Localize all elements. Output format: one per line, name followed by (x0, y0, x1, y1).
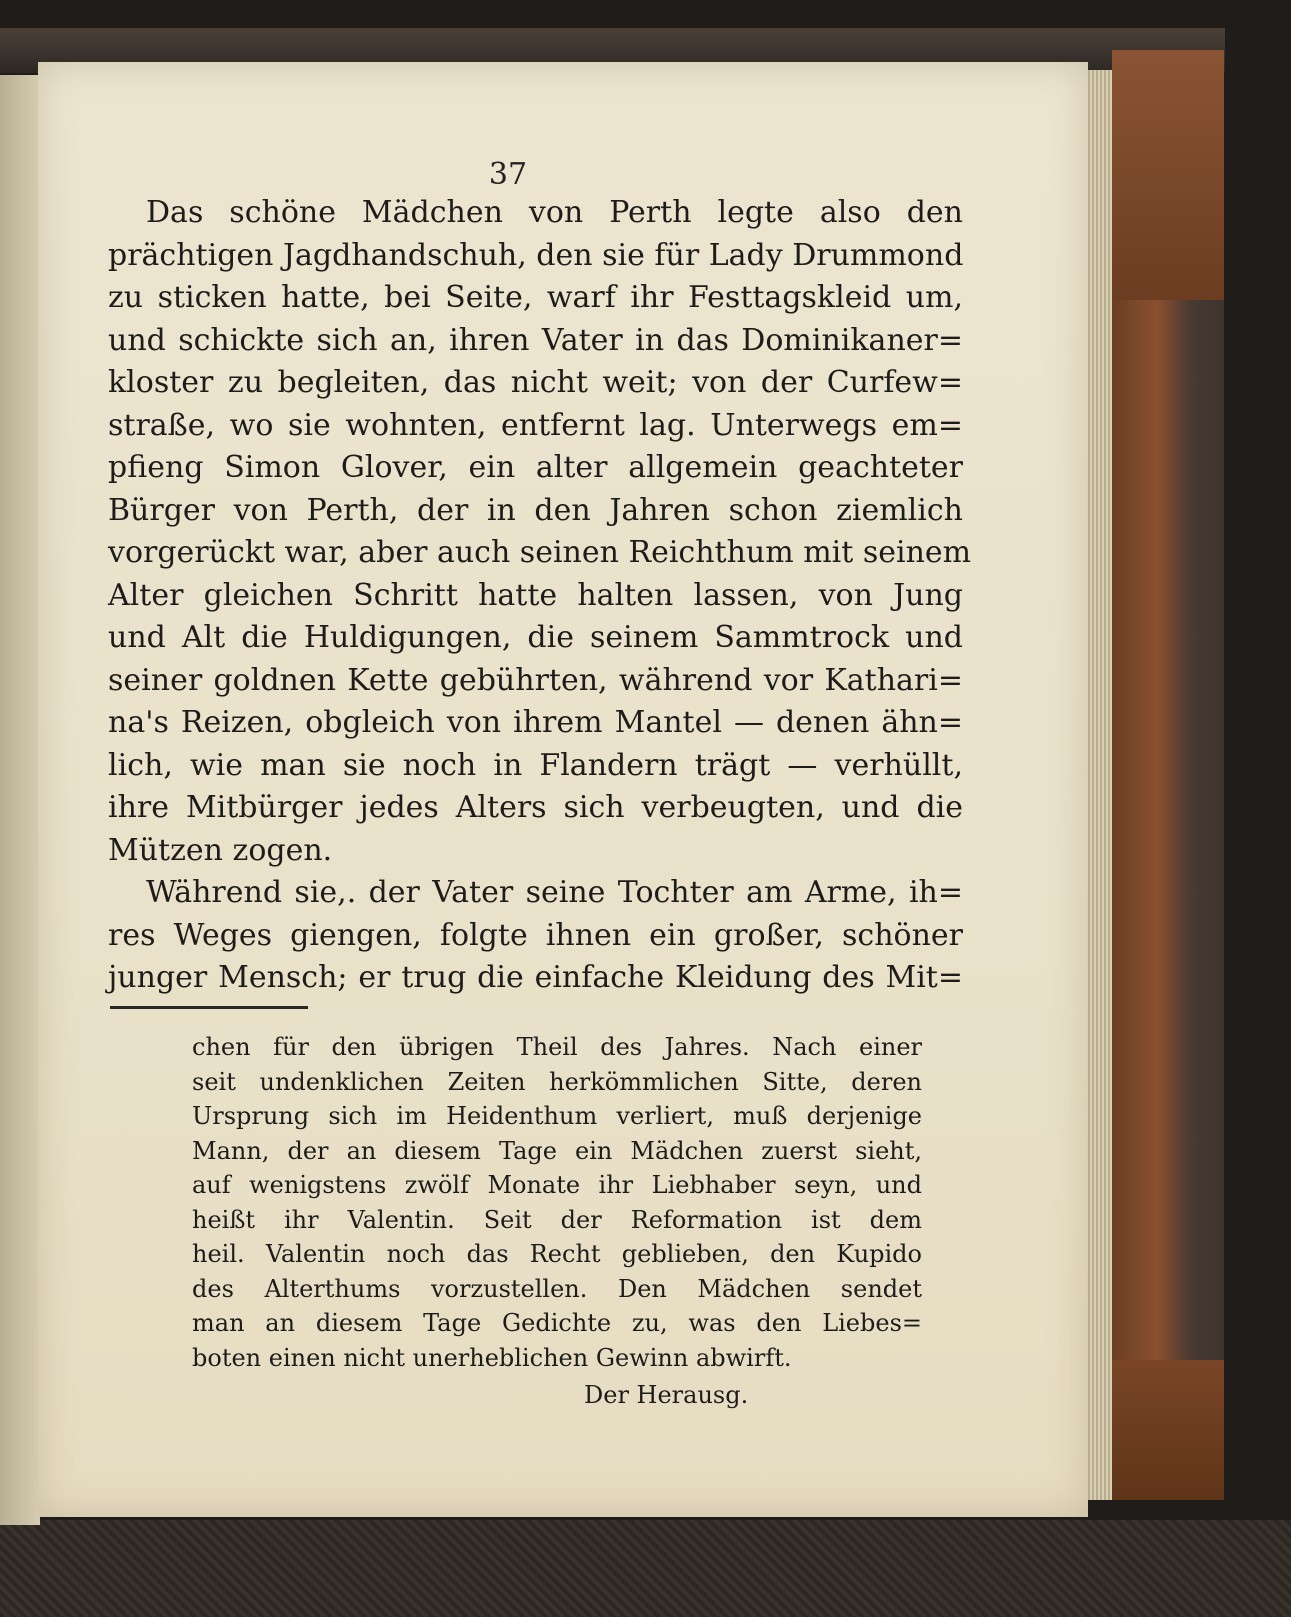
footnote (192, 1030, 922, 1413)
book-page (38, 62, 1088, 1517)
text-line: pfieng Simon Glover, ein alter allgemein geachteter (108, 450, 963, 485)
text-line: na's Reizen, obgleich von ihrem Mantel — denen ähn= (108, 705, 963, 740)
paragraph (108, 872, 963, 1000)
text-line: lich, wie man sie noch in Flandern trägt — verhüllt, (108, 747, 963, 783)
footnote-line: boten einen nicht unerheblichen Gewinn abwirft. (192, 1343, 792, 1372)
text-line: ihre Mitbürger jedes Alters sich verbeugten, und die (108, 790, 963, 825)
footnote-line: auf wenigstens zwölf Monate ihr Liebhaber seyn, und (192, 1171, 922, 1199)
footnote-line: man an diesem Tage Gedichte zu, was den Liebes= (192, 1309, 922, 1337)
footnote-line: Mann, der an diesem Tage ein Mädchen zuerst sieht, (192, 1136, 922, 1165)
text-line: und Alt die Huldigungen, die seinem Sammtrock und (108, 620, 963, 655)
footnote-signature: Der Herausg. (584, 1381, 749, 1409)
page-edges (1086, 70, 1112, 1500)
text-line: Mützen zogen. (108, 832, 333, 868)
text-line: und schickte sich an, ihren Vater in das Dominikaner= (108, 322, 963, 358)
footnote-line: heil. Valentin noch das Recht geblieben, den Kupido (192, 1240, 922, 1268)
facing-page-edge (0, 75, 40, 1525)
book-cover-bottom (0, 1520, 1291, 1617)
text-line: junger Mensch; er trug die einfache Kleidung des Mit= (108, 960, 963, 995)
text-line: vorgerückt war, aber auch seinen Reichthum mit seinem (108, 535, 972, 570)
footnote-line: chen für den übrigen Theil des Jahres. Nach einer (192, 1033, 922, 1061)
page-number: 37 (488, 157, 528, 192)
main-text (108, 192, 972, 1000)
text-line: Alter gleichen Schritt hatte halten lassen, von Jung (108, 577, 963, 613)
text-line: seiner goldnen Kette gebührten, während vor Kathari= (108, 662, 963, 698)
leather-corner-bottom (1112, 1360, 1224, 1500)
text-line: Bürger von Perth, der in den Jahren schon ziemlich (108, 492, 963, 528)
text-line: res Weges giengen, folgte ihnen ein großer, schöner (108, 917, 963, 953)
text-line: kloster zu begleiten, das nicht weit; von der Curfew= (108, 365, 963, 400)
footnote-line: Ursprung sich im Heidenthum verliert, muß derjenige (192, 1102, 922, 1130)
footnote-line: des Alterthums vorzustellen. Den Mädchen sendet (192, 1274, 922, 1303)
footnote-line: seit undenklichen Zeiten herkömmlichen Sitte, deren (192, 1067, 922, 1096)
text-line: zu sticken hatte, bei Seite, warf ihr Festtagskleid um, (108, 280, 963, 315)
footnote-line: heißt ihr Valentin. Seit der Reformation ist dem (192, 1205, 922, 1234)
text-line: Während sie,. der Vater seine Tochter am Arme, ih= (146, 875, 963, 910)
text-line: prächtigen Jagdhandschuh, den sie für Lady Drummond (108, 237, 964, 273)
text-line: Das schöne Mädchen von Perth legte also den (146, 195, 963, 230)
footnote-rule (110, 1006, 308, 1009)
text-line: straße, wo sie wohnten, entfernt lag. Unterwegs em= (108, 407, 963, 443)
leather-corner-top (1112, 50, 1224, 300)
paragraph (108, 192, 972, 872)
